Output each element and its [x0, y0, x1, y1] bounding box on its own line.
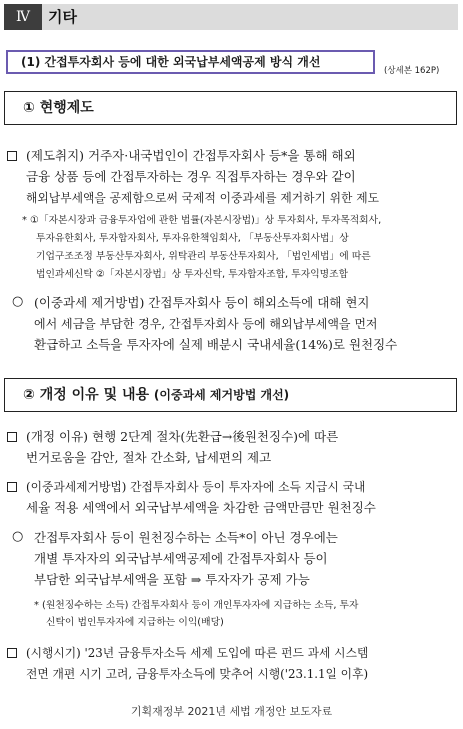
- section-header: [4, 4, 458, 30]
- effective-date-line-2: 전면 개편 시기 고려, 금융투자소득에 맞추어 시행('23.1.1일 이후): [26, 667, 369, 681]
- topic-title: (1) 간접투자회사 등에 대한 외국납부세액공제 방식 개선: [6, 50, 375, 74]
- topic-page-reference: (상세본 162P): [384, 66, 440, 76]
- credit-line-1: 간접투자회사 등이 원천징수하는 소득*이 아닌 경우에는: [34, 530, 338, 545]
- subheading-current-system: ① 현행제도: [4, 91, 457, 125]
- footnote-line-1: * ①「자본시장과 금융투자업에 관한 법률(자본시장법)」상 투자회사, 투자목적회사,: [22, 215, 382, 226]
- method-line-2: 에서 세금을 부담한 경우, 간접투자회사 등에 해외납부세액을 먼저: [34, 317, 378, 331]
- square-bullet-icon: [7, 482, 17, 492]
- new-method-line-1: (이중과세제거방법) 간접투자회사 등이 투자자에 소득 지급시 국내: [26, 480, 366, 494]
- subheading-reform-label: ② 개정 이유 및 내용: [23, 387, 150, 403]
- reform-footnote-line-1: * (원천징수하는 소득) 간접투자회사 등이 개인투자자에 지급하는 소득, 투자: [34, 600, 359, 611]
- effective-date-line-1: (시행시기) '23년 금융투자소득 세제 도입에 따른 펀드 과세 시스템: [26, 646, 369, 660]
- method-line-3: 환급하고 소득을 투자자에 실제 배분시 국내세율(14%)로 원천징수: [34, 337, 398, 352]
- footnote-line-4: 법인과세신탁 ②「자본시장법」상 투자신탁, 투자합자조합, 투자익명조합: [36, 269, 349, 280]
- reform-footnote-line-2: 신탁이 법인투자자에 지급하는 이익(배당): [46, 617, 224, 628]
- reason-line-2: 번거로움을 감안, 절차 간소화, 납세편의 제고: [26, 450, 272, 465]
- section-title: 기타: [48, 8, 77, 26]
- square-bullet-icon: [7, 648, 17, 658]
- subheading-reform: [4, 378, 457, 412]
- purpose-line-2: 금융 상품 등에 간접투자하는 경우 직접투자하는 경우와 같이: [26, 169, 356, 184]
- footnote-line-2: 투자유한회사, 투자합자회사, 투자유한책임회사, 「부동산투자회사법」상: [36, 233, 349, 244]
- circle-bullet-icon: ○: [12, 529, 24, 544]
- section-number: Ⅳ: [4, 4, 42, 30]
- square-bullet-icon: [7, 151, 17, 161]
- page-footer: 기획재정부 2021년 세법 개정안 보도자료: [130, 705, 333, 718]
- square-bullet-icon: [7, 432, 17, 442]
- purpose-line-1: (제도취지) 거주자·내국법인이 간접투자회사 등*을 통해 해외: [26, 148, 356, 163]
- footnote-line-3: 기업구조조정 부동산투자회사, 위탁관리 부동산투자회사, 「법인세법」에 따른: [36, 251, 371, 262]
- new-method-line-2: 세율 적용 세액에서 외국납부세액을 차감한 금액만큼만 원천징수: [26, 500, 376, 515]
- circle-bullet-icon: ○: [12, 294, 24, 309]
- credit-line-2: 개별 투자자의 외국납부세액공제에 간접투자회사 등이: [34, 551, 328, 566]
- subheading-reform-note: (이중과세 제거방법 개선): [153, 388, 290, 402]
- purpose-line-3: 해외납부세액을 공제함으로써 국제적 이중과세를 제거하기 위한 제도: [26, 191, 379, 205]
- credit-line-3: 부담한 외국납부세액을 포함 ⇒ 투자자가 공제 가능: [34, 572, 310, 587]
- method-line-1: (이중과세 제거방법) 간접투자회사 등이 해외소득에 대해 현지: [34, 295, 370, 310]
- reason-line-1: (개정 이유) 현행 2단계 절차(先환급→後원천징수)에 따른: [26, 429, 339, 444]
